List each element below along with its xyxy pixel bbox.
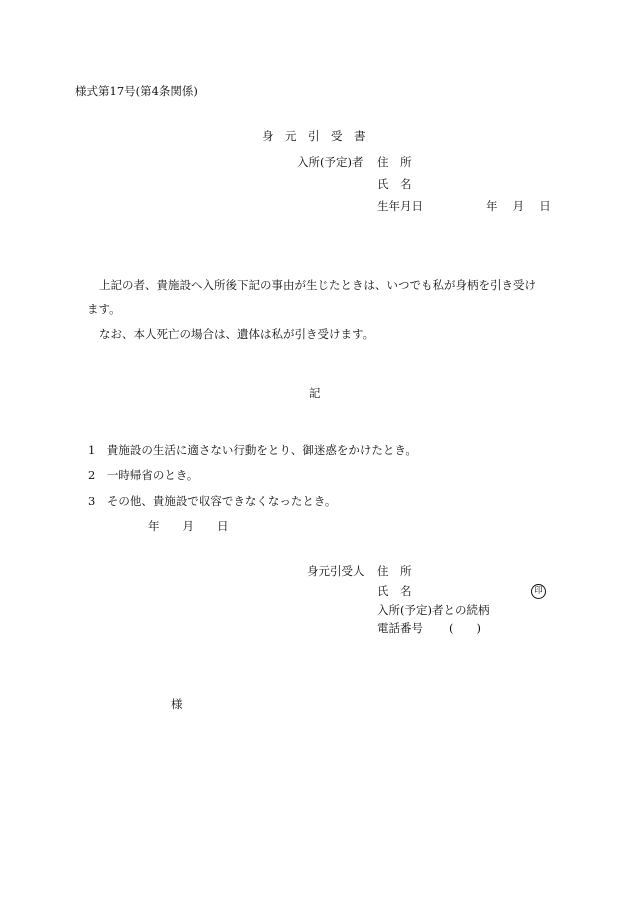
guarantor-phone-label: 電話番号 [377,621,423,635]
guarantor-phone-paren: ( ) [449,621,481,635]
guarantor-role-label: 身元引受人 [307,564,365,578]
body-line-3: なお、本人死亡の場合は、遺体は私が引き受けます。 [99,327,375,341]
seal-mark: 印 [531,584,546,599]
list-item: 1 貴施設の生活に適さない行動をとり、御迷惑をかけたとき。 [88,443,417,457]
document-title: 身 元 引 受 書 [262,129,366,143]
admittee-address-label: 住 所 [377,155,412,169]
body-line-2: ます。 [87,302,121,316]
admittee-role-label: 入所(予定)者 [297,155,364,169]
guarantor-address-label: 住 所 [377,564,412,578]
form-number: 様式第17号(第4条関係) [75,84,198,98]
addressee-sama: 様 [171,697,183,711]
admittee-birth-date: 年 月 日 [486,199,551,213]
guarantor-name-label: 氏 名 [377,584,412,598]
list-item: 2 一時帰省のとき。 [88,468,199,482]
guarantor-relation-label: 入所(予定)者との続柄 [377,603,490,617]
body-line-1: 上記の者、貴施設へ入所後下記の事由が生じたときは、いつでも私が身柄を引き受け [99,278,536,292]
admittee-birth-label: 生年月日 [377,199,423,213]
date-line: 年 月 日 [148,519,229,533]
ki-heading: 記 [309,386,321,400]
list-item: 3 その他、貴施設で収容できなくなったとき。 [88,494,337,508]
admittee-name-label: 氏 名 [377,177,412,191]
